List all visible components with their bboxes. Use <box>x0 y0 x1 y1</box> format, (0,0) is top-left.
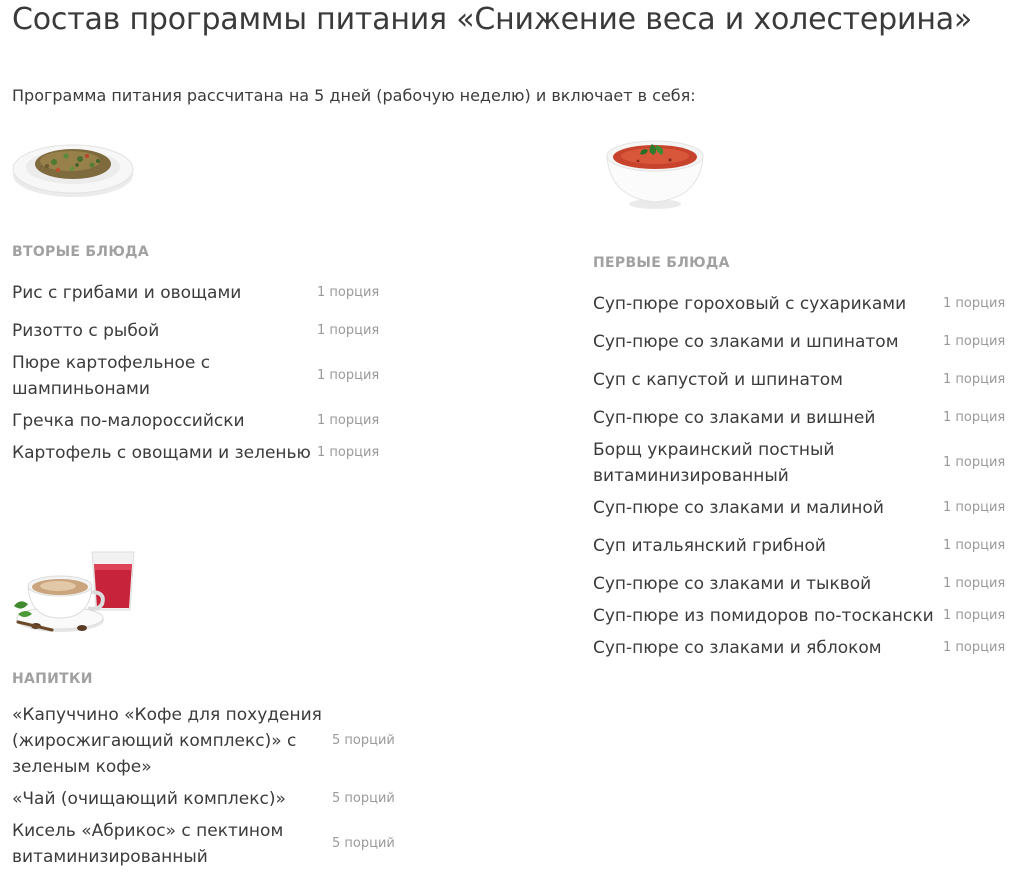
list-item <box>12 318 379 344</box>
item-name: Суп с капустой и шпинатом <box>593 370 843 390</box>
list-item <box>12 350 379 402</box>
item-name: Рис с грибами и овощами <box>12 283 242 303</box>
item-name: Гречка по-малороссийски <box>12 411 245 431</box>
item-portion: 1 порция <box>943 410 1006 425</box>
item-portion: 1 порция <box>317 445 380 460</box>
item-portion: 5 порций <box>332 791 395 806</box>
soup-bowl-image <box>602 132 708 212</box>
item-portion: 1 порция <box>317 323 380 338</box>
list-item <box>593 367 1005 393</box>
item-portion: 1 порция <box>943 372 1006 387</box>
section-heading-first-dishes: ПЕРВЫЕ БЛЮДА <box>593 255 730 271</box>
item-portion: 1 порция <box>943 608 1006 623</box>
section-heading-drinks: НАПИТКИ <box>12 671 93 687</box>
list-item <box>12 440 379 466</box>
item-name: Борщ украинский постный витаминизированный <box>593 440 835 486</box>
item-name: Суп-пюре со злаками и тыквой <box>593 574 872 594</box>
item-name: Ризотто с рыбой <box>12 321 160 341</box>
item-name: Суп-пюре из помидоров по-тоскански <box>593 606 934 626</box>
list-item <box>593 603 1005 629</box>
item-name: «Чай (очищающий комплекс)» <box>12 789 286 809</box>
list-item <box>12 702 395 780</box>
list-item <box>593 533 1005 559</box>
item-portion: 1 порция <box>317 413 380 428</box>
intro-text: Программа питания рассчитана на 5 дней (рабочую неделю) и включает в себя: <box>12 86 696 105</box>
item-portion: 5 порций <box>332 733 395 748</box>
item-portion: 1 порция <box>943 296 1006 311</box>
item-name: Суп-пюре со злаками и яблоком <box>593 638 882 658</box>
drinks-image <box>12 548 140 634</box>
list-item <box>593 437 1005 489</box>
item-name: Пюре картофельное с шампиньонами <box>12 353 211 399</box>
item-name: Кисель «Абрикос» с пектином витаминизированный <box>12 821 284 867</box>
first-dishes-list <box>593 291 1005 661</box>
list-item <box>12 818 395 870</box>
list-item <box>593 635 1005 661</box>
list-item <box>12 408 379 434</box>
drinks-list <box>12 702 395 870</box>
list-item <box>593 495 1005 521</box>
item-portion: 1 порция <box>943 455 1006 470</box>
list-item <box>593 291 1005 317</box>
item-portion: 1 порция <box>943 334 1006 349</box>
item-portion: 1 порция <box>943 576 1006 591</box>
list-item <box>593 571 1005 597</box>
item-portion: 1 порция <box>943 538 1006 553</box>
second-dishes-list <box>12 280 379 466</box>
list-item <box>12 786 395 812</box>
page-title: Состав программы питания «Снижение веса и холестерина» <box>12 2 973 37</box>
item-portion: 1 порция <box>943 640 1006 655</box>
item-portion: 1 порция <box>317 368 380 383</box>
item-name: Суп-пюре со злаками и вишней <box>593 408 876 428</box>
item-name: Суп-пюре со злаками и шпинатом <box>593 332 899 352</box>
item-name: «Капуччино «Кофе для похудения (жиросжигающий комплекс)» с зеленым кофе» <box>12 705 322 777</box>
list-item <box>593 329 1005 355</box>
item-portion: 5 порций <box>332 836 395 851</box>
item-name: Картофель с овощами и зеленью <box>12 443 311 463</box>
list-item <box>12 280 379 306</box>
item-portion: 1 порция <box>943 500 1006 515</box>
item-portion: 1 порция <box>317 285 380 300</box>
list-item <box>593 405 1005 431</box>
item-name: Суп-пюре гороховый с сухариками <box>593 294 907 314</box>
item-name: Суп итальянский грибной <box>593 536 826 556</box>
grain-dish-image <box>10 135 136 201</box>
item-name: Суп-пюре со злаками и малиной <box>593 498 884 518</box>
section-heading-second-dishes: ВТОРЫЕ БЛЮДА <box>12 244 149 260</box>
